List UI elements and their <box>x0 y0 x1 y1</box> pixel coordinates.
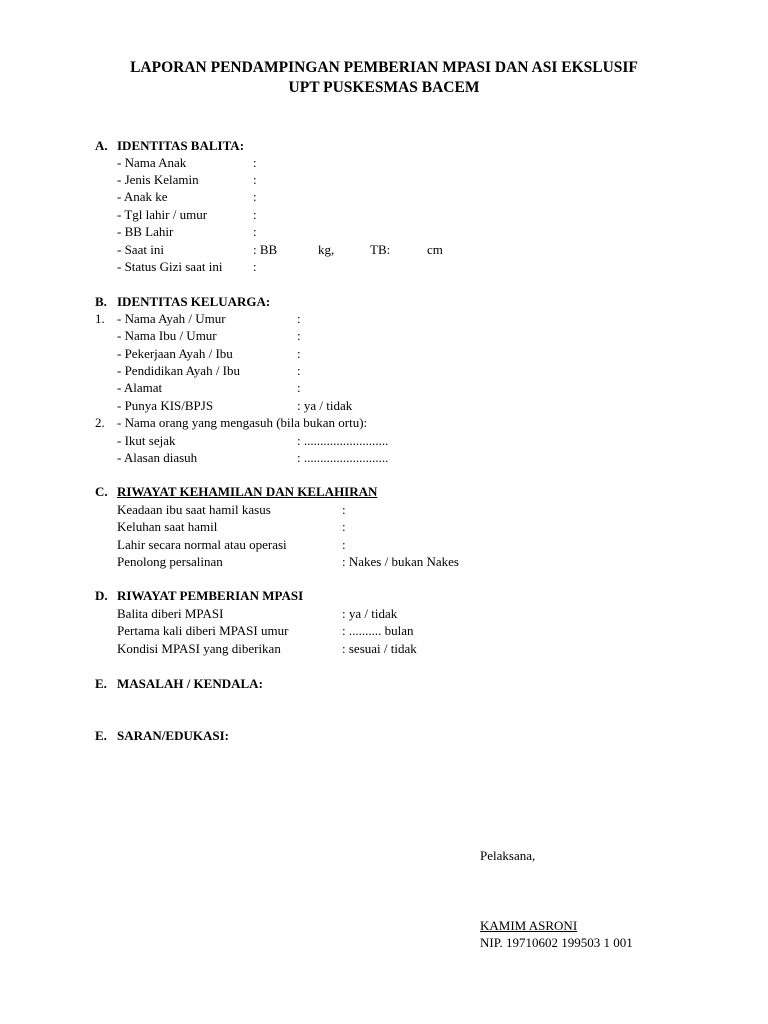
field-label: - Tgl lahir / umur <box>117 207 208 222</box>
field-label: - Nama Anak <box>117 155 187 170</box>
field-value: : Nakes / bukan Nakes <box>342 554 459 569</box>
field-value: : <box>342 537 346 552</box>
field-cm: cm <box>427 242 443 257</box>
section-e-title: SARAN/EDUKASI: <box>117 728 229 743</box>
section-d-title: RIWAYAT PEMBERIAN MPASI <box>117 588 304 603</box>
field-label: Keluhan saat hamil <box>117 519 218 534</box>
signature-name-text: KAMIM ASRONI <box>480 918 578 933</box>
field-label: - Nama Ayah / Umur <box>117 311 226 326</box>
field-value: : <box>297 380 301 395</box>
section-d-letter: D. <box>95 588 108 603</box>
section-e-letter: E. <box>95 676 107 691</box>
report-subtitle: UPT PUSKESMAS BACEM <box>288 79 480 96</box>
item-number: 2. <box>95 415 105 430</box>
field-label: Balita diberi MPASI <box>117 606 224 621</box>
field-value: : <box>342 502 346 517</box>
field-label: - Status Gizi saat ini <box>117 259 223 274</box>
section-a-letter: A. <box>95 138 108 153</box>
section-b-letter: B. <box>95 294 107 309</box>
field-value: : <box>253 172 257 187</box>
section-c-letter: C. <box>95 484 108 499</box>
field-value: : <box>253 207 257 222</box>
report-title: LAPORAN PENDAMPINGAN PEMBERIAN MPASI DAN ASI EKSLUSIF <box>130 59 638 76</box>
field-label: - Jenis Kelamin <box>117 172 199 187</box>
section-a-heading <box>95 137 244 154</box>
field-label: - Alasan diasuh <box>117 450 198 465</box>
field-value: : <box>342 519 346 534</box>
field-value: : <box>253 189 257 204</box>
field-kg: kg, <box>318 242 335 257</box>
field-label: - BB Lahir <box>117 224 174 239</box>
field-label: - Nama Ibu / Umur <box>117 328 217 343</box>
signature-nip: NIP. 19710602 199503 1 001 <box>480 935 633 950</box>
field-label: - Alamat <box>117 380 163 395</box>
section-d-heading <box>95 587 303 604</box>
section-e-title: MASALAH / KENDALA: <box>117 676 263 691</box>
item-number: 1. <box>95 311 105 326</box>
section-e-saran-heading <box>95 727 229 744</box>
field-label: - Ikut sejak <box>117 433 176 448</box>
field-label: - Saat ini <box>117 242 164 257</box>
field-label: Keadaan ibu saat hamil kasus <box>117 502 271 517</box>
section-b-heading <box>95 293 270 310</box>
field-value: : <box>253 259 257 274</box>
field-value: : sesuai / tidak <box>342 641 417 656</box>
field-value: : <box>297 311 301 326</box>
field-label: Penolong persalinan <box>117 554 223 569</box>
field-value: : <box>297 363 301 378</box>
field-label: - Pekerjaan Ayah / Ibu <box>117 346 233 361</box>
field-tb: TB: <box>370 242 391 257</box>
field-label: - Nama orang yang mengasuh (bila bukan ortu): <box>117 415 368 430</box>
field-label: - Punya KIS/BPJS <box>117 398 214 413</box>
field-value: : <box>297 328 301 343</box>
field-label: Lahir secara normal atau operasi <box>117 537 287 552</box>
field-value: : .......................... <box>297 433 389 448</box>
field-label: Pertama kali diberi MPASI umur <box>117 623 289 638</box>
section-c-title: RIWAYAT KEHAMILAN DAN KELAHIRAN <box>117 484 378 499</box>
field-value: : <box>253 224 257 239</box>
field-label: - Pendidikan Ayah / Ibu <box>117 363 241 378</box>
field-value: : <box>297 346 301 361</box>
section-e-letter: E. <box>95 728 107 743</box>
field-label: - Anak ke <box>117 189 168 204</box>
signature-role: Pelaksana, <box>480 848 536 863</box>
signature-name <box>480 917 577 934</box>
field-value: : .......................... <box>297 450 389 465</box>
section-b-title: IDENTITAS KELUARGA: <box>117 294 271 309</box>
field-value: : ya / tidak <box>342 606 398 621</box>
section-e-masalah-heading <box>95 675 263 692</box>
field-value: : .......... bulan <box>342 623 414 638</box>
field-value: : <box>253 155 257 170</box>
field-label: Kondisi MPASI yang diberikan <box>117 641 281 656</box>
field-bb: : BB <box>253 242 278 257</box>
section-c-heading <box>95 483 377 500</box>
field-value: : ya / tidak <box>297 398 353 413</box>
section-a-title: IDENTITAS BALITA: <box>117 138 245 153</box>
